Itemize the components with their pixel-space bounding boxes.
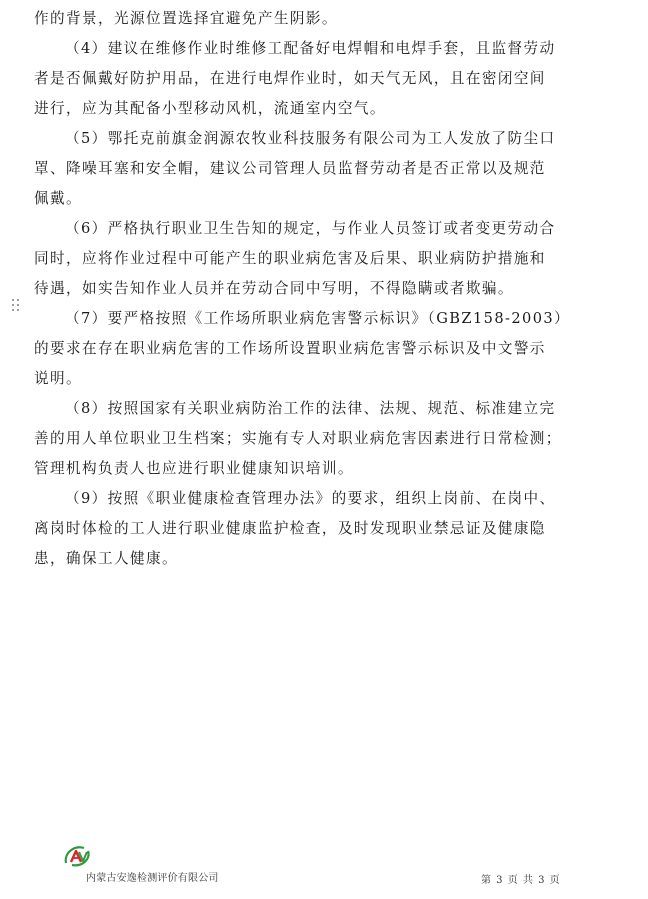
drag-handle-icon[interactable] [12, 299, 22, 313]
paragraph-item-7 [34, 304, 584, 394]
company-logo-icon [62, 843, 92, 869]
text-line: 进行，应为其配备小型移动风机，流通室内空气。 [34, 100, 386, 117]
paragraph-item-5 [34, 124, 584, 214]
footer-company-name: 内蒙古安逸检测评价有限公司 [86, 873, 219, 884]
text-line: 善的用人单位职业卫生档案；实施有专人对职业病危害因素进行日常检测； [34, 430, 562, 447]
footer-page-number: 第 3 页 共 3 页 [481, 875, 561, 886]
text-line: 佩戴。 [34, 190, 82, 207]
text-line: 说明。 [34, 370, 82, 387]
text-line: 的要求在存在职业病危害的工作场所设置职业病危害警示标识及中文警示 [34, 340, 546, 357]
paragraph-item-6 [34, 214, 584, 304]
text-line: 待遇，如实告知作业人员并在劳动合同中写明，不得隐瞒或者欺骗。 [34, 280, 514, 297]
text-line: （7）要严格按照《工作场所职业病危害警示标识》（GBZ158-2003） [65, 310, 571, 327]
document-body [34, 4, 584, 574]
text-line: 罩、降噪耳塞和安全帽，建议公司管理人员监督劳动者是否正常以及规范 [34, 160, 546, 177]
text-line: （8）按照国家有关职业病防治工作的法律、法规、规范、标准建立完 [65, 400, 556, 417]
text-line: 患，确保工人健康。 [34, 550, 178, 567]
text-line: （5）鄂托克前旗金润源农牧业科技服务有限公司为工人发放了防尘口 [65, 130, 556, 147]
text-line: 离岗时体检的工人进行职业健康监护检查，及时发现职业禁忌证及健康隐 [34, 520, 546, 537]
paragraph-item-8 [34, 394, 584, 484]
paragraph-item-9 [34, 484, 584, 574]
text-line: （4）建议在维修作业时维修工配备好电焊帽和电焊手套，且监督劳动 [65, 40, 556, 57]
paragraph-lighting-end [34, 4, 584, 34]
text-line: 同时，应将作业过程中可能产生的职业病危害及后果、职业病防护措施和 [34, 250, 546, 267]
text-line: 作的背景，光源位置选择宜避免产生阴影。 [34, 10, 338, 27]
text-line: 者是否佩戴好防护用品，在进行电焊作业时，如天气无风，且在密闭空间 [34, 70, 546, 87]
text-line: （9）按照《职业健康检查管理办法》的要求，组织上岗前、在岗中、 [65, 490, 556, 507]
text-line: 管理机构负责人也应进行职业健康知识培训。 [34, 460, 354, 477]
text-line: （6）严格执行职业卫生告知的规定，与作业人员签订或者变更劳动合 [65, 220, 556, 237]
paragraph-item-4 [34, 34, 584, 124]
